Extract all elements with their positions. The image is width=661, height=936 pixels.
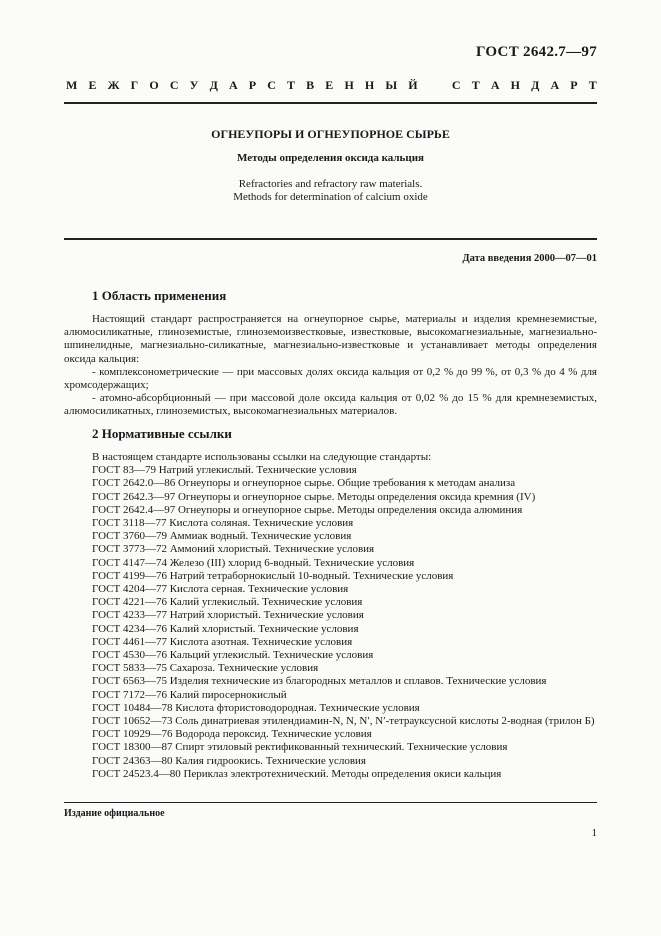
scope-paragraph-1: Настоящий стандарт распространяется на огнеупорное сырье, материалы и изделия кремнеземистые, алюмосиликатные, глиноземистые, глиноземоизвестковые, известковые, высокомагнезиальные, магнезиально-шпинелидные, магнезиально-силикатные, магнезиально-известковые и устанавливает методы определения оксида кальция: (64, 313, 597, 365)
banner-letter: Н (510, 78, 520, 92)
banner-letter: В (306, 78, 315, 92)
banner-letter: Ы (385, 78, 398, 92)
banner-letter: Т (588, 78, 597, 92)
reference-item: ГОСТ 6563—75 Изделия технические из благородных металлов и сплавов. Технические условия (92, 675, 547, 688)
scope-paragraph-3: - атомно-абсорбционный — при массовой доле оксида кальция от 0,02 % до 15 % для кремнеземистых, алюмосиликатных, глиноземистых, высокомагнезиальных материалов. (64, 392, 597, 418)
reference-item: ГОСТ 2642.0—86 Огнеупоры и огнеупорное сырье. Общие требования к методам анализа (92, 477, 516, 490)
banner-letter: Н (364, 78, 375, 92)
section-scope (64, 288, 597, 419)
section-2-title: 2 Нормативные ссылки (92, 426, 232, 441)
reference-item: ГОСТ 83—79 Натрий углекислый. Технические условия (92, 464, 357, 477)
middle-rule (64, 238, 597, 240)
banner-letter: Д (209, 78, 218, 92)
reference-item: ГОСТ 24363—80 Калия гидроокись. Технические условия (92, 754, 366, 767)
banner-letter: М (66, 78, 78, 92)
reference-item: ГОСТ 24523.4—80 Периклаз электротехнический. Методы определения окиси кальция (92, 767, 502, 780)
reference-item: ГОСТ 2642.4—97 Огнеупоры и огнеупорное сырье. Методы определения оксида алюминия (92, 503, 523, 516)
banner-letter: Р (248, 78, 257, 92)
top-rule (64, 102, 597, 104)
reference-item: ГОСТ 5833—75 Сахароза. Технические условия (92, 662, 319, 675)
banner-letter: С (451, 78, 461, 92)
gost-code: ГОСТ 2642.7—97 (475, 44, 597, 60)
references-list (64, 464, 597, 781)
reference-item: ГОСТ 10929—76 Водорода пероксид. Технические условия (92, 728, 372, 741)
banner-letter: А (490, 78, 500, 92)
official-edition-label: Издание официальное (64, 808, 165, 819)
banner-letter: А (550, 78, 560, 92)
reference-item: ГОСТ 3118—77 Кислота соляная. Технические условия (92, 517, 354, 530)
reference-item: ГОСТ 10484—78 Кислота фтористоводородная. Технические условия (92, 701, 420, 714)
banner-letter: Е (325, 78, 334, 92)
banner-letter: Ж (107, 78, 120, 92)
section-normative-references (64, 426, 597, 781)
reference-item: ГОСТ 10652—73 Соль динатриевая этилендиамин-N, N, N′, N′-тетрауксусной кислоты 2-водная (трилон Б) (92, 715, 595, 728)
interstate-standard-banner (66, 78, 597, 93)
reference-item: ГОСТ 18300—87 Спирт этиловый ректификованный технический. Технические условия (92, 741, 508, 754)
reference-item: ГОСТ 4147—74 Железо (III) хлорид 6-водный. Технические условия (92, 556, 415, 569)
english-title-line-1: Refractories and refractory raw materials. (238, 178, 423, 190)
document-title: ОГНЕУПОРЫ И ОГНЕУПОРНОЕ СЫРЬЕ (211, 127, 450, 141)
banner-letter: Т (471, 78, 480, 92)
banner-letter: Р (570, 78, 578, 92)
banner-letter: Г (130, 78, 139, 92)
reference-item: ГОСТ 4204—77 Кислота серная. Технические условия (92, 583, 349, 596)
banner-letter: О (149, 78, 159, 92)
reference-item: ГОСТ 3760—79 Аммиак водный. Технические условия (92, 530, 352, 543)
reference-item: ГОСТ 4461—77 Кислота азотная. Технические условия (92, 635, 353, 648)
scope-paragraph-2: - комплексонометрические — при массовых долях оксида кальция от 0,2 % до 99 %, от 0,3 % до 4 % для хромсодержащих; (64, 365, 597, 392)
section-1-title: 1 Область применения (92, 288, 227, 303)
banner-word-gap (429, 78, 441, 93)
introduction-date: Дата введения 2000—07—01 (462, 253, 597, 264)
english-title-line-2: Methods for determination of calcium oxide (233, 191, 428, 203)
reference-item: ГОСТ 2642.3—97 Огнеупоры и огнеупорное сырье. Методы определения оксида кремния (IV) (92, 490, 536, 503)
banner-letter: Д (531, 78, 540, 92)
bottom-rule (64, 802, 597, 803)
banner-letter: А (228, 78, 238, 92)
banner-letter: Й (408, 78, 418, 92)
english-title (64, 178, 597, 204)
page-number: 1 (591, 827, 597, 839)
reference-item: ГОСТ 3773—72 Аммоний хлористый. Технические условия (92, 543, 375, 556)
banner-letter: С (169, 78, 179, 92)
banner-letter: С (267, 78, 276, 92)
banner-letter: У (189, 78, 199, 92)
reference-item: ГОСТ 7172—76 Калий пиросернокислый (92, 688, 287, 701)
reference-item: ГОСТ 4530—76 Кальций углекислый. Технические условия (92, 649, 374, 662)
banner-letter: Н (344, 78, 354, 92)
references-intro: В настоящем стандарте использованы ссылки на следующие стандарты: (92, 451, 432, 463)
banner-letter: Т (287, 78, 296, 92)
reference-item: ГОСТ 4221—76 Калий углекислый. Технические условия (92, 596, 363, 609)
banner-letter: Е (88, 78, 97, 92)
document-subtitle: Методы определения оксида кальция (236, 152, 425, 164)
reference-item: ГОСТ 4199—76 Натрий тетраборнокислый 10-водный. Технические условия (92, 569, 454, 582)
reference-item: ГОСТ 4234—76 Калий хлористый. Технические условия (92, 622, 359, 635)
reference-item: ГОСТ 4233—77 Натрий хлористый. Технические условия (92, 609, 364, 622)
